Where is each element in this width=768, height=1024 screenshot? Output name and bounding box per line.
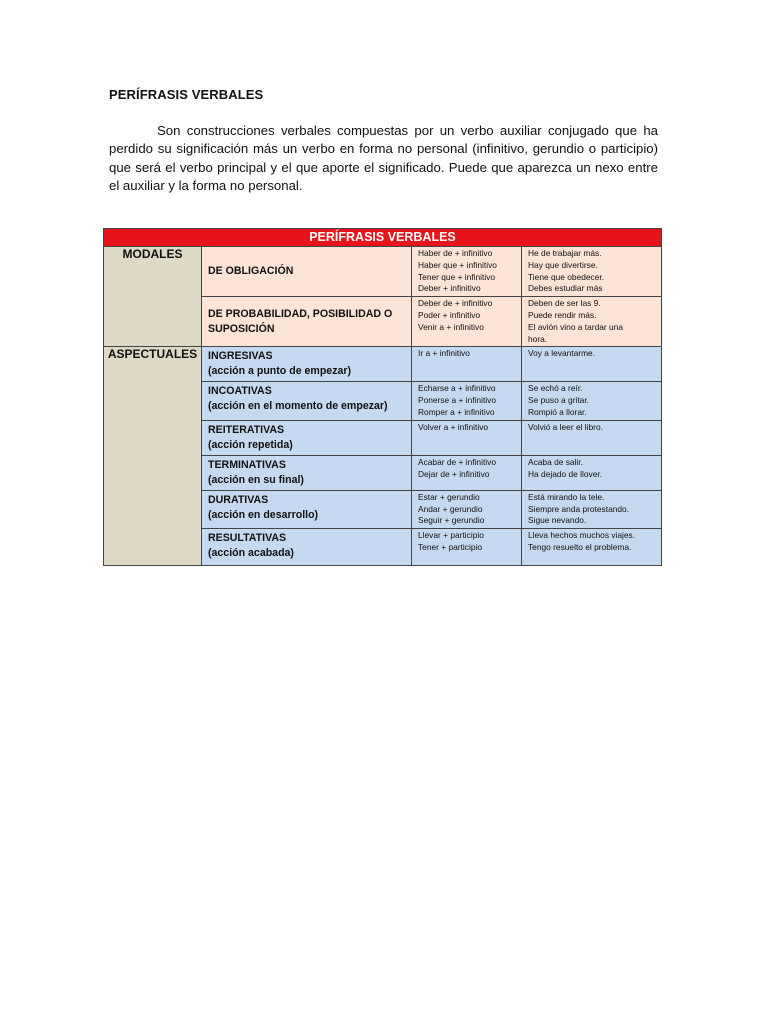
examples-cell xyxy=(522,297,662,347)
intro-paragraph: Son construcciones verbales compuestas por un verbo auxiliar conjugado que ha perdido su significación más un verbo en forma no personal (infinitivo, gerundio o participio) que será el verbo principal y el que aporte el significado. Puede que aparezca un nexo entre el auxiliar y la forma no personal. xyxy=(109,123,658,193)
subtype-name xyxy=(202,490,412,528)
subtype-label: RESULTATIVAS xyxy=(208,532,287,545)
example-line: Se echó a reír. xyxy=(528,383,583,394)
example-line: Acaba de salir. xyxy=(528,456,583,467)
examples-cell xyxy=(522,347,662,382)
perifrasis-table xyxy=(103,228,662,566)
form-line: Acabar de + infinitivo xyxy=(418,456,496,467)
table-row xyxy=(104,247,662,297)
form-line: Echarse a + infinitivo xyxy=(418,383,496,394)
example-line: Tengo resuelto el problema. xyxy=(528,541,632,552)
example-line: Sigue nevando. xyxy=(528,515,587,526)
example-line: Tiene que obedecer. xyxy=(528,271,605,282)
form-line: Venir a + infinitivo xyxy=(418,321,484,332)
examples-cell xyxy=(522,382,662,420)
example-line: Rompió a llorar. xyxy=(528,406,587,417)
example-line: Volvió a leer el libro. xyxy=(528,421,603,432)
form-line: Andar + gerundio xyxy=(418,503,483,514)
example-line: Siempre anda protestando. xyxy=(528,503,630,514)
subtype-label: REITERATIVAS xyxy=(208,423,285,436)
subtype-desc: (acción en el momento de empezar) xyxy=(208,400,388,413)
table-row xyxy=(104,347,662,382)
page-title: PERÍFRASIS VERBALES xyxy=(109,87,264,102)
example-line: He de trabajar más. xyxy=(528,248,602,258)
category-aspectuales: ASPECTUALES xyxy=(104,347,202,566)
example-line: Lleva hechos muchos viajes. xyxy=(528,530,636,541)
subtype-label: DE OBLIGACIÓN xyxy=(208,265,294,278)
examples-cell xyxy=(522,455,662,490)
form-line: Poder + infinitivo xyxy=(418,309,481,320)
form-line: Deber de + infinitivo xyxy=(418,298,493,309)
form-line: Romper a + infinitivo xyxy=(418,406,495,417)
forms-cell xyxy=(412,347,522,382)
subtype-name xyxy=(202,247,412,297)
subtype-desc: (acción acabada) xyxy=(208,547,294,560)
form-line: Llevar + participio xyxy=(418,530,484,541)
example-line: Debes estudiar más xyxy=(528,283,603,294)
form-line: Ponerse a + infinitivo xyxy=(418,395,496,406)
form-line: Estar + gerundio xyxy=(418,491,480,502)
subtype-label: TERMINATIVAS xyxy=(208,458,286,471)
examples-cell xyxy=(522,529,662,566)
form-line: Dejar de + infinitivo xyxy=(418,468,490,479)
subtype-label: INCOATIVAS xyxy=(208,385,272,398)
forms-cell xyxy=(412,297,522,347)
forms-cell xyxy=(412,455,522,490)
subtype-desc: (acción a punto de empezar) xyxy=(208,365,352,378)
subtype-desc: (acción en desarrollo) xyxy=(208,508,319,521)
forms-cell xyxy=(412,247,522,297)
table-header: PERÍFRASIS VERBALES xyxy=(104,229,662,247)
example-line: Está mirando la tele. xyxy=(528,491,605,502)
form-line: Seguir + gerundio xyxy=(418,515,485,526)
form-line: Tener que + infinitivo xyxy=(418,271,496,282)
example-line: Ha dejado de llover. xyxy=(528,468,603,479)
form-line: Volver a + infinitivo xyxy=(418,421,489,432)
form-line: Haber que + infinitivo xyxy=(418,259,497,270)
form-line: Tener + participio xyxy=(418,541,483,552)
subtype-name xyxy=(202,455,412,490)
form-line: Deber + infinitivo xyxy=(418,283,481,294)
example-line: hora. xyxy=(528,333,548,344)
example-line: Voy a levantarme. xyxy=(528,348,596,359)
subtype-name xyxy=(202,382,412,420)
subtype-label: DURATIVAS xyxy=(208,493,269,506)
forms-cell xyxy=(412,382,522,420)
subtype-name xyxy=(202,297,412,347)
example-line: Puede rendir más. xyxy=(528,309,597,320)
subtype-desc: (acción en su final) xyxy=(208,473,304,486)
examples-cell xyxy=(522,420,662,455)
subtype-desc: (acción repetida) xyxy=(208,438,293,451)
form-line: Haber de + infinitivo xyxy=(418,248,493,258)
examples-cell xyxy=(522,247,662,297)
subtype-label: DE PROBABILIDAD, POSIBILIDAD O SUPOSICIÓN xyxy=(208,307,393,335)
subtype-label: INGRESIVAS xyxy=(208,350,273,363)
example-line: Deben de ser las 9. xyxy=(528,298,601,309)
example-line: Hay que divertirse. xyxy=(528,259,598,270)
example-line: Se puso a gritar. xyxy=(528,395,589,406)
subtype-name xyxy=(202,529,412,566)
category-modales: MODALES xyxy=(104,247,202,347)
subtype-name xyxy=(202,420,412,455)
subtype-name xyxy=(202,347,412,382)
example-line: El avión vino a tardar una xyxy=(528,321,623,332)
forms-cell xyxy=(412,490,522,528)
forms-cell xyxy=(412,529,522,566)
examples-cell xyxy=(522,490,662,528)
forms-cell xyxy=(412,420,522,455)
form-line: Ir a + infinitivo xyxy=(418,348,470,359)
